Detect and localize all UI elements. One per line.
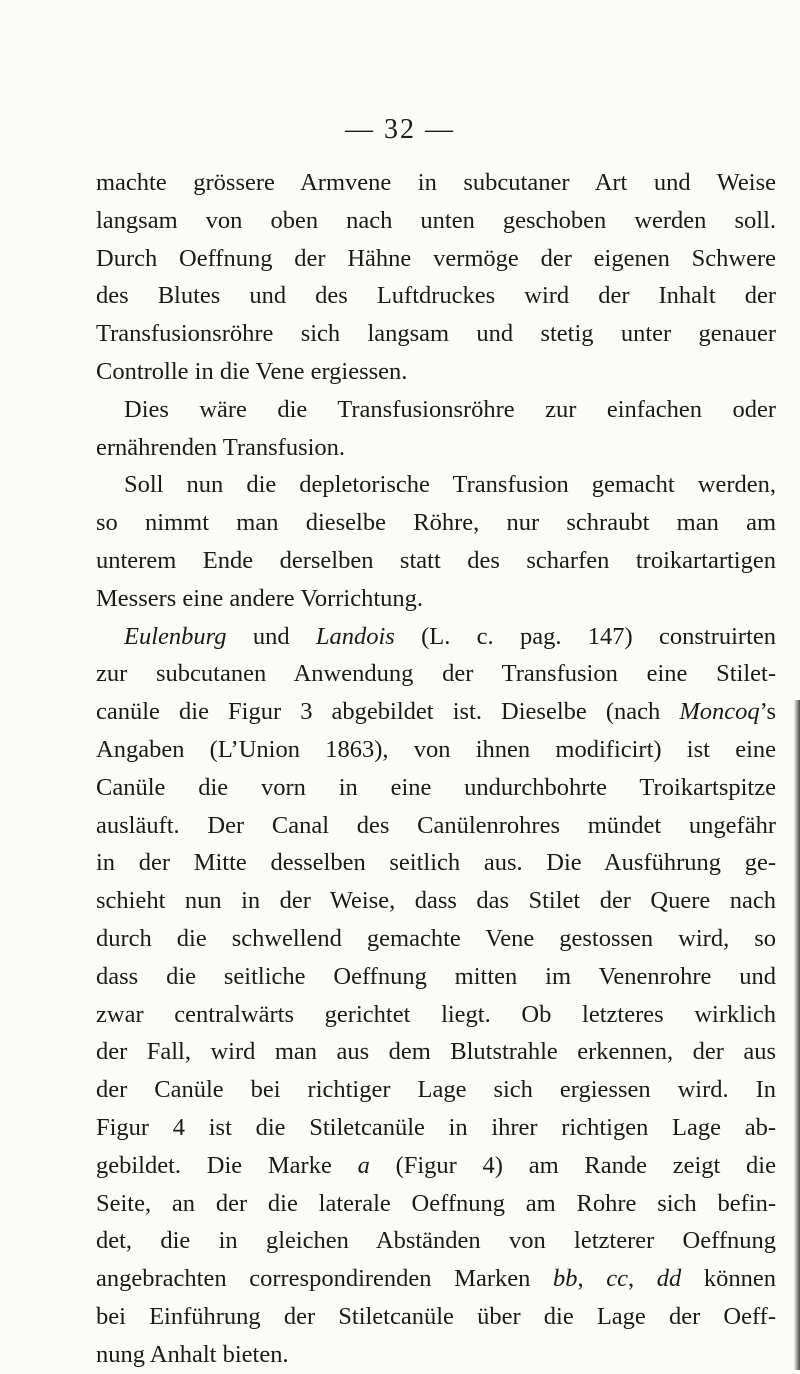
text-run: gebildet. Die Marke xyxy=(96,1151,358,1179)
text-run: , xyxy=(628,1265,657,1293)
author-name: Landois xyxy=(315,622,395,650)
text-line: nung Anhalt bieten. xyxy=(96,1340,289,1368)
text-line: Soll nun die depletorische Transfusion gemacht werden, xyxy=(124,471,776,499)
paragraph xyxy=(96,164,776,391)
text-line: zur subcutanen Anwendung der Transfusion eine Stilet- xyxy=(96,660,776,688)
text-line: Transfusionsröhre sich langsam und stetig unter genauer xyxy=(96,320,776,348)
paragraph xyxy=(96,618,776,1374)
text-line: so nimmt man dieselbe Röhre, nur schraubt man am xyxy=(96,509,776,537)
text-line: Messers eine andere Vorrichtung. xyxy=(96,584,424,612)
text-line: durch die schwellend gemachte Vene gestossen wird, so xyxy=(96,924,776,952)
text-line: des Blutes und des Luftdruckes wird der Inhalt der xyxy=(96,282,776,310)
text-line: dass die seitliche Oeffnung mitten im Venenrohre und xyxy=(96,962,776,990)
mark-label: cc xyxy=(606,1265,628,1293)
paragraph xyxy=(96,466,776,617)
paragraph xyxy=(96,391,776,467)
text-line xyxy=(96,1147,776,1185)
page-number: — 32 — xyxy=(345,114,455,145)
text-line: ausläuft. Der Canal des Canülenrohres mündet ungefähr xyxy=(96,811,776,839)
author-name: Moncoq xyxy=(679,698,760,726)
text-line: det, die in gleichen Abständen von letzterer Oeffnung xyxy=(96,1227,776,1255)
text-line: Seite, an der die laterale Oeffnung am Rohre sich befin- xyxy=(96,1189,776,1217)
mark-label: a xyxy=(357,1151,370,1179)
text-run: canüle die Figur 3 abgebildet ist. Dieselbe (nach xyxy=(96,698,680,726)
text-run: (Figur 4) am Rande zeigt die xyxy=(369,1151,776,1179)
text-line: in der Mitte desselben seitlich aus. Die Ausführung ge- xyxy=(96,849,776,877)
text-line: schieht nun in der Weise, dass das Stilet der Quere nach xyxy=(96,887,776,915)
mark-label: dd xyxy=(656,1265,682,1293)
page-edge-shadow xyxy=(794,700,800,1370)
text-line xyxy=(96,1260,776,1298)
text-line: langsam von oben nach unten geschoben werden soll. xyxy=(96,206,776,234)
body-text xyxy=(96,164,776,1374)
text-line: machte grössere Armvene in subcutaner Art und Weise xyxy=(96,169,776,196)
text-line: Canüle die vorn in eine undurchbohrte Troikartspitze xyxy=(96,773,776,801)
text-line: Angaben (L’Union 1863), von ihnen modificirt) ist eine xyxy=(96,735,776,763)
text-run: und xyxy=(226,622,316,650)
text-run: ’s xyxy=(759,698,776,726)
text-line: Durch Oeffnung der Hähne vermöge der eigenen Schwere xyxy=(96,244,776,272)
text-line: der Fall, wird man aus dem Blutstrahle erkennen, der aus xyxy=(96,1038,776,1066)
text-line xyxy=(96,618,776,656)
text-line: der Canüle bei richtiger Lage sich ergiessen wird. In xyxy=(96,1076,776,1104)
text-line: Dies wäre die Transfusionsröhre zur einfachen oder xyxy=(124,395,776,423)
text-line: zwar centralwärts gerichtet liegt. Ob letzteres wirklich xyxy=(96,1000,776,1028)
author-name: Eulenburg xyxy=(124,622,227,650)
text-run: (L. c. pag. 147) construirten xyxy=(394,622,776,650)
text-line: unterem Ende derselben statt des scharfen troikartartigen xyxy=(96,546,776,574)
text-run: , xyxy=(577,1265,607,1293)
text-line: bei Einführung der Stiletcanüle über die Lage der Oeff- xyxy=(96,1302,776,1330)
text-line: Controlle in die Vene ergiessen. xyxy=(96,357,408,385)
mark-label: bb xyxy=(552,1265,578,1293)
text-run: können xyxy=(681,1265,777,1293)
text-line xyxy=(96,693,776,731)
text-run: angebrachten correspondirenden Marken xyxy=(96,1265,553,1293)
text-line: Figur 4 ist die Stiletcanüle in ihrer richtigen Lage ab- xyxy=(96,1113,776,1141)
text-line: ernährenden Transfusion. xyxy=(96,433,346,461)
